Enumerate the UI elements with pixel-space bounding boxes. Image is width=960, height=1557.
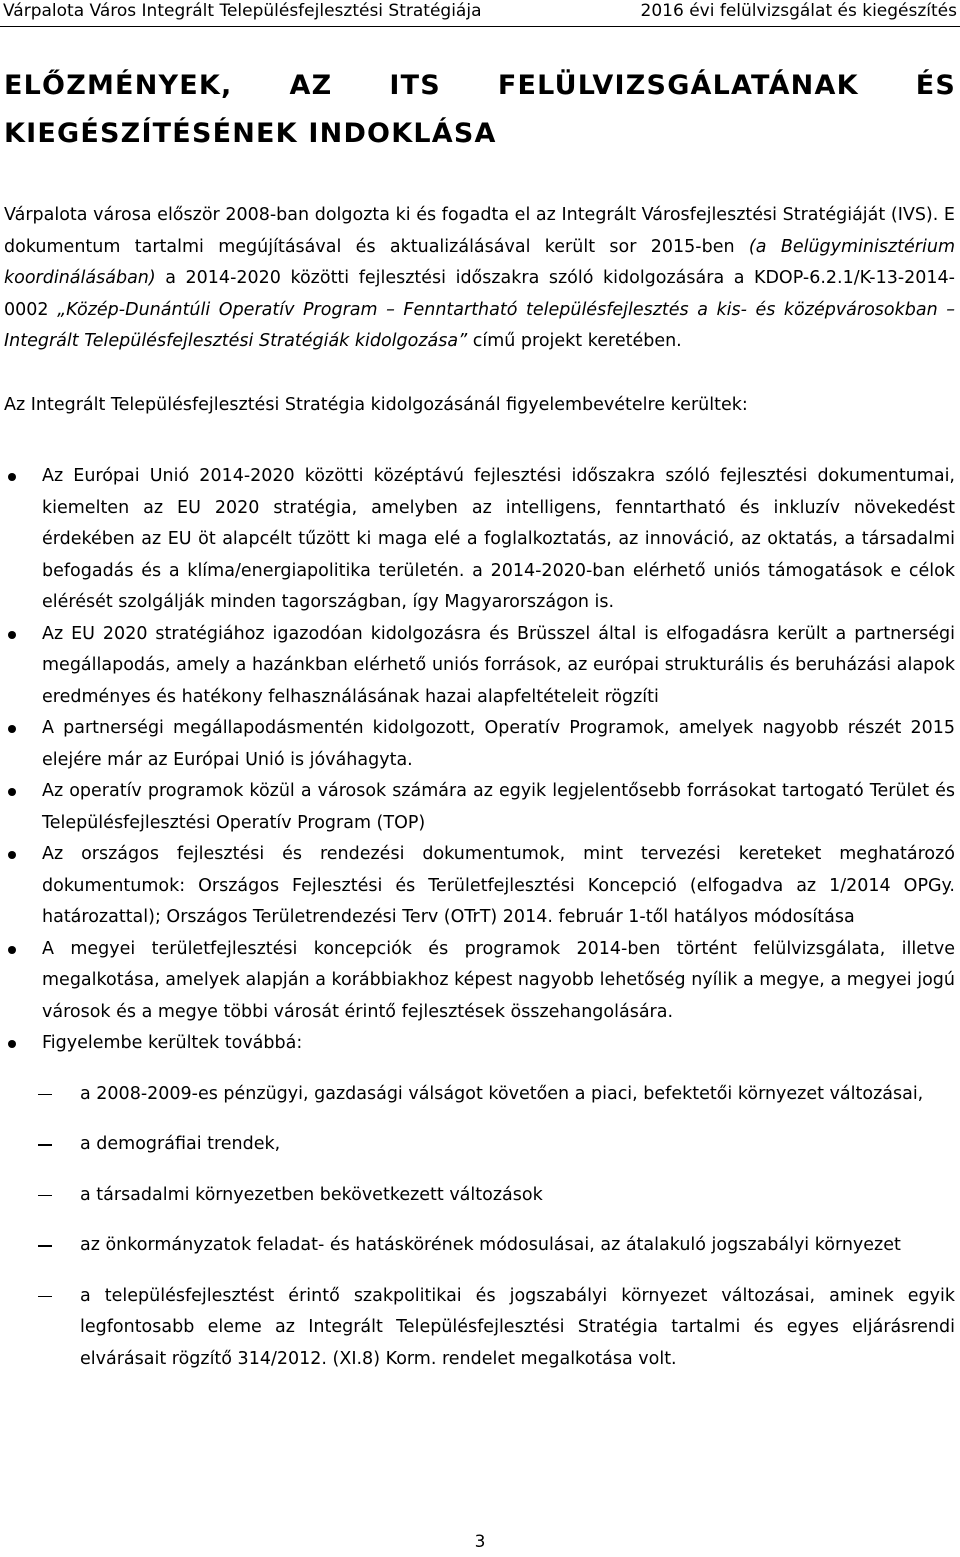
list-item [4,619,955,714]
intro-text-2: a 2014-2020 közötti fejlesztési időszakra szóló kidolgozására a KDOP-6.2.1/K-13-2014-0002 [4,268,955,320]
bullet-icon [8,1040,16,1048]
list-item-text: az önkormányzatok feladat- és hatáskörének módosulásai, az átalakuló jogszabályi környezet [80,1235,901,1255]
page-number: 3 [474,1532,486,1552]
list-item [4,1230,955,1262]
bullet-icon [8,788,16,796]
considerations-list [4,461,955,1060]
list-item-text: a településfejlesztést érintő szakpolitikai és jogszabályi környezet változásai, aminek egyik legfontosabb eleme az Integrált Településfejlesztési Stratégia tartalmi és egyes eljárásrendi elvárásait rögzítő 314/2012. (XI.8) Korm. rendelet megalkotása volt. [80,1285,955,1369]
list-item [4,839,955,934]
intro-italic-1: (a Belügyminisztérium koordinálásában) [4,236,955,288]
list-item-text: a 2008-2009-es pénzügyi, gazdasági válságot követően a piaci, befektetői környezet változásai, [80,1083,924,1104]
bullet-icon [8,725,16,733]
dash-icon [38,1144,52,1146]
list-item [4,1028,955,1060]
list-item-text: Az operatív programok közül a városok számára az egyik legjelentősebb forrásokat tartogató Terület és Településfejlesztési Operatív Program (TOP) [42,781,955,833]
dash-icon [38,1296,52,1298]
list-item-text: Az EU 2020 stratégiához igazodóan kidolgozásra és Brüsszel által is elfogadásra került a partnerségi megállapodás, amely a hazánkban elérhető uniós források, az európai strukturális és beruházási alapok eredményes és hatékony felhasználásának hazai alapfeltételeit rögzíti [42,623,955,707]
dash-icon [38,1195,52,1197]
list-item [4,713,955,776]
list-item-text: Figyelembe kerültek továbbá: [42,1033,303,1053]
list-item-text: Az országos fejlesztési és rendezési dokumentumok, mint tervezési kereteket meghatározó dokumentumok: Országos Fejlesztési és Területfejlesztési Koncepció (elfogadva az 1/2014 OPGy. határozattal); Országos Területrendezési Terv (OTrT) 2014. február 1-től hatályos módosítása [42,844,955,927]
intro-italic-2: „Közép-Dunántúli Operatív Program – Fenntartható településfejlesztés a kis- és középvárosokban – Integrált Településfejlesztési Stratégiák kidolgozása” [4,299,955,351]
bullet-icon [8,851,16,859]
list-item-text: A megyei területfejlesztési koncepciók és programok 2014-ben történt felülvizsgálata, illetve megalkotása, amelyek alapján a korábbiakhoz képest nagyobb lehetőség nyílik a megye, a megyei jogú városok és a megye többi városát érintő fejlesztések összehangolására. [42,938,955,1022]
section-title-line-1: ELŐZMÉNYEK, AZ ITS FELÜLVIZSGÁLATÁNAK ÉS [4,70,956,101]
document-body [4,200,955,1375]
list-item-text: a demográfiai trendek, [80,1134,281,1154]
section-title-line-2: KIEGÉSZÍTÉSÉNEK INDOKLÁSA [4,118,497,149]
header-revision-note: 2016 évi felülvizsgálat és kiegészítés [640,1,957,21]
list-item [4,776,955,839]
list-item-text: A partnerségi megállapodásmentén kidolgozott, Operatív Programok, amelyek nagyobb részét 2015 elejére már az Európai Unió is jóváhagyta. [42,718,955,770]
dash-icon [38,1094,52,1096]
list-item-text: Az Európai Unió 2014-2020 közötti középtávú fejlesztési időszakra szóló fejlesztési dokumentumai, kiemelten az EU 2020 stratégia, amelyben az intelligens, fenntartható és inkluzív növekedést érdekében az EU öt alapcélt tűzött ki maga elé a foglalkoztatás, az innováció, az oktatás, a társadalmi befogadás és a klíma/energiapolitika területén. a 2014-2020-ban elérhető uniós támogatások e célok elérését szolgálják minden tagországban, így Magyarországon is. [42,466,955,612]
section-title [4,62,956,158]
list-item [4,1079,955,1111]
bullet-icon [8,473,16,481]
list-item [4,1281,955,1376]
dash-icon [38,1245,52,1247]
header-document-title: Várpalota Város Integrált Településfejlesztési Stratégiája [3,1,482,21]
intro-paragraph [4,200,955,358]
intro-text-3: című projekt keretében. [467,331,682,351]
list-item [4,1180,955,1212]
intro-text-1: Várpalota városa először 2008-ban dolgozta ki és fogadta el az Integrált Városfejlesztési Stratégiáját (IVS). E dokumentum tartalmi megújításával és aktualizálásával került sor 2015-ben [4,205,955,257]
list-item [4,461,955,619]
bullet-icon [8,631,16,639]
bullet-icon [8,946,16,954]
list-item-text: a társadalmi környezetben bekövetkezett változások [80,1184,543,1205]
list-item [4,1129,955,1161]
considerations-lead: Az Integrált Településfejlesztési Stratégia kidolgozásánál figyelembevételre kerültek: [4,394,748,415]
list-item [4,934,955,1029]
running-header [0,0,960,27]
further-considerations-list [4,1079,955,1376]
